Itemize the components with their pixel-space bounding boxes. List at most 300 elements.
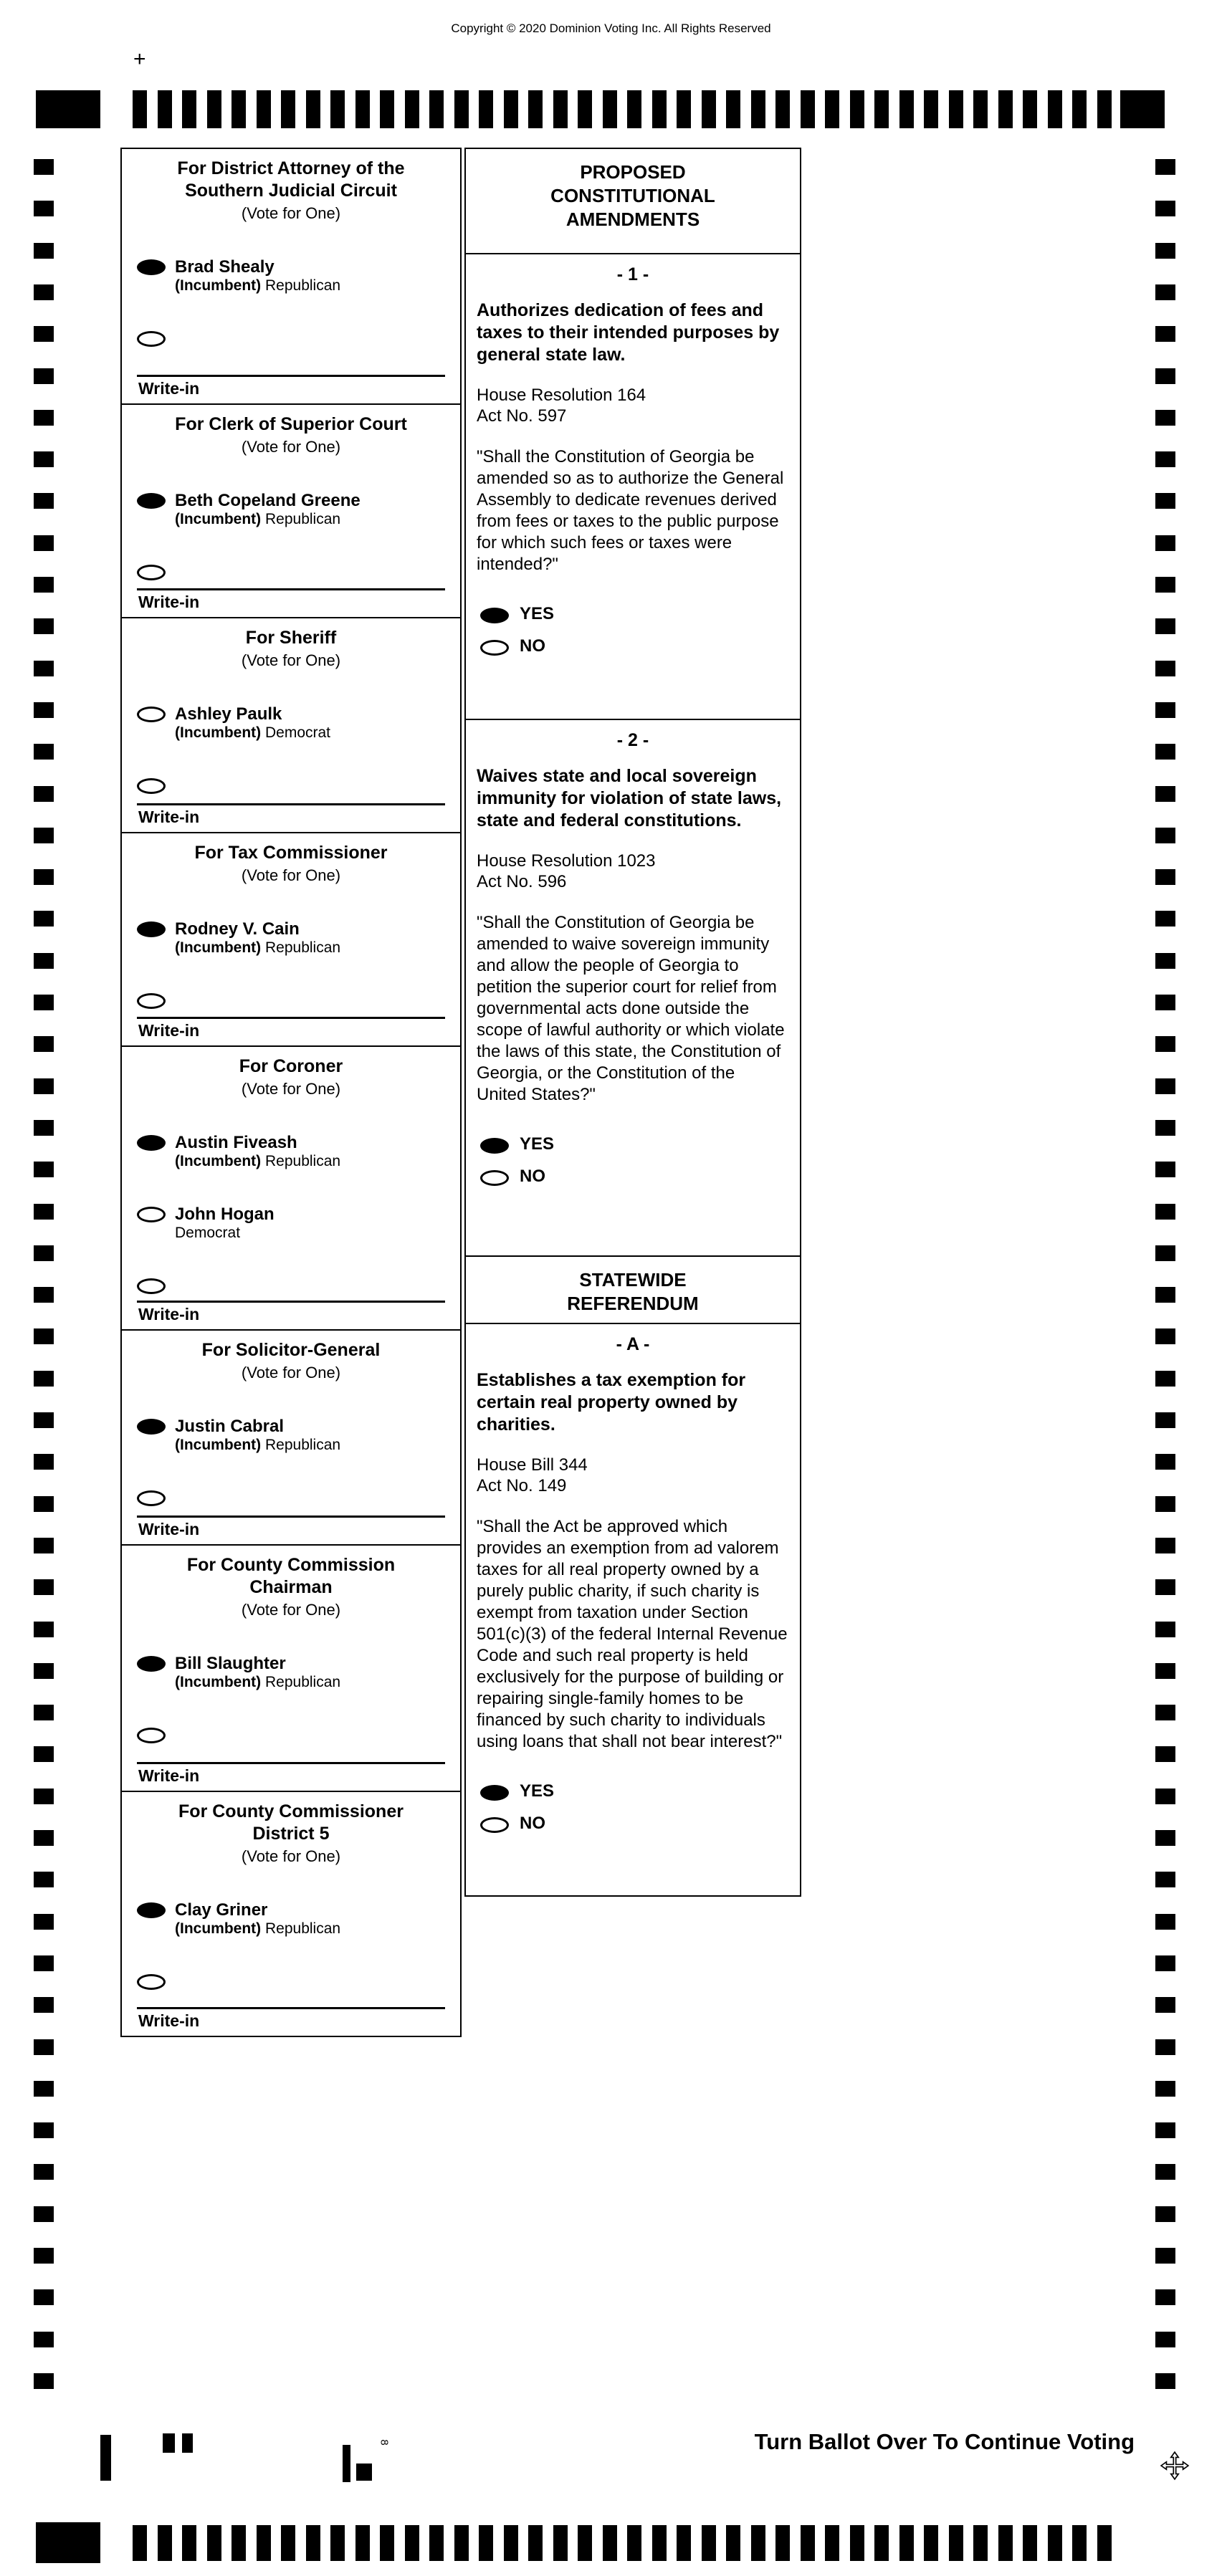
measure-authority-line: Act No. 149 — [477, 1476, 567, 1495]
measure-summary: Authorizes dedication of fees and taxes to their intended purposes by general state law. — [477, 300, 780, 365]
timing-mark — [1155, 1120, 1175, 1136]
timing-mark — [801, 90, 815, 128]
candidate-text — [175, 491, 361, 528]
timing-mark — [1155, 1204, 1175, 1220]
timing-mark — [652, 2525, 667, 2561]
timing-mark — [34, 1204, 54, 1220]
timing-mark — [1155, 2373, 1175, 2389]
timing-mark — [34, 661, 54, 676]
section-header-line: AMENDMENTS — [565, 209, 700, 230]
selection-oval[interactable] — [480, 608, 509, 623]
timing-mark — [34, 869, 54, 885]
candidate-name: Austin Fiveash — [175, 1133, 297, 1152]
measure-authority-line: Act No. 596 — [477, 872, 567, 891]
timing-mark-corner — [36, 90, 100, 128]
timing-mark — [34, 159, 54, 175]
candidate-row — [137, 919, 452, 957]
section-header-line: REFERENDUM — [567, 1293, 699, 1314]
registration-plus-mark: + — [133, 47, 146, 71]
timing-mark — [34, 284, 54, 300]
timing-mark-corner — [36, 2522, 100, 2563]
timing-mark — [207, 2525, 221, 2561]
timing-mark — [1155, 1830, 1175, 1846]
timing-mark — [1155, 1496, 1175, 1512]
timing-mark — [1155, 1538, 1175, 1553]
write-in-oval[interactable] — [137, 1278, 166, 1294]
selection-oval[interactable] — [137, 921, 166, 937]
timing-mark — [998, 2525, 1013, 2561]
timing-mark — [479, 2525, 493, 2561]
timing-mark — [34, 2289, 54, 2305]
write-in-option-row — [137, 329, 452, 347]
timing-mark — [34, 1914, 54, 1930]
timing-mark — [825, 90, 839, 128]
timing-mark — [1155, 243, 1175, 259]
write-in-area[interactable] — [137, 1301, 445, 1328]
timing-mark — [429, 90, 444, 128]
write-in-area[interactable] — [137, 1017, 445, 1044]
timing-mark — [34, 1789, 54, 1804]
selection-oval[interactable] — [137, 1419, 166, 1435]
timing-mark — [1155, 535, 1175, 551]
timing-mark — [1155, 284, 1175, 300]
timing-mark — [1155, 786, 1175, 802]
measure-choice-row — [480, 1781, 800, 1801]
timing-mark — [34, 326, 54, 342]
timing-mark — [1048, 90, 1062, 128]
footer-calibration-mark — [182, 2433, 193, 2453]
timing-mark — [1097, 90, 1112, 128]
timing-mark — [34, 2332, 54, 2347]
contest-title — [122, 413, 460, 436]
contest-instruction: (Vote for One) — [241, 204, 341, 222]
timing-mark — [34, 702, 54, 718]
timing-mark — [34, 2081, 54, 2097]
write-in-area[interactable] — [137, 2007, 445, 2034]
candidate-name: Ashley Paulk — [175, 704, 282, 724]
write-in-label: Write-in — [138, 379, 200, 398]
selection-oval[interactable] — [137, 493, 166, 509]
measure-authority-line: Act No. 597 — [477, 406, 567, 426]
contest-title — [122, 1554, 460, 1599]
timing-mark — [1155, 618, 1175, 634]
timing-mark — [34, 911, 54, 927]
timing-mark — [924, 90, 938, 128]
timing-mark — [1048, 2525, 1062, 2561]
write-in-oval[interactable] — [137, 331, 166, 347]
contest-instruction: (Vote for One) — [241, 866, 341, 884]
timing-mark — [1155, 1078, 1175, 1094]
section-header-line: CONSTITUTIONAL — [550, 185, 715, 206]
selection-oval[interactable] — [480, 1785, 509, 1801]
contest-box — [120, 1329, 462, 1546]
selection-oval[interactable] — [137, 1135, 166, 1151]
footer-mini-label: 8 — [378, 2439, 391, 2446]
selection-oval[interactable] — [137, 1207, 166, 1222]
timing-mark — [257, 90, 271, 128]
timing-mark — [34, 1371, 54, 1387]
timing-mark — [603, 90, 617, 128]
measure-authority — [477, 385, 789, 426]
timing-mark — [1155, 744, 1175, 760]
timing-mark — [231, 2525, 246, 2561]
footer-calibration-mark — [100, 2435, 111, 2481]
write-in-label: Write-in — [138, 1021, 200, 1040]
measure-summary: Waives state and local sovereign immunity for violation of state laws, state and federal constitutions. — [477, 766, 782, 830]
timing-mark — [1155, 1955, 1175, 1971]
timing-mark — [429, 2525, 444, 2561]
timing-mark — [182, 2525, 196, 2561]
measure-number: - 2 - — [616, 730, 649, 750]
timing-mark — [1155, 1622, 1175, 1637]
write-in-oval[interactable] — [137, 1490, 166, 1506]
timing-mark — [34, 1997, 54, 2013]
contest-title-line: For County Commissioner — [178, 1801, 404, 1821]
timing-mark — [850, 90, 864, 128]
candidate-text — [175, 919, 340, 957]
measure-question: "Shall the Constitution of Georgia be amended to waive sovereign immunity and allow the people of Georgia to petition the superior court for relief from governmental acts done outside the scope of lawful authority or which violate the laws of this state, the Constitution of Georgia, or the Constitution of the United States?" — [477, 913, 785, 1104]
timing-mark — [1155, 1328, 1175, 1344]
timing-mark — [1155, 1287, 1175, 1303]
timing-mark — [1155, 1245, 1175, 1261]
timing-mark — [34, 535, 54, 551]
contest-title-line: District 5 — [252, 1824, 330, 1844]
timing-mark — [34, 577, 54, 593]
timing-mark — [330, 90, 345, 128]
timing-mark — [874, 90, 889, 128]
timing-mark — [34, 1622, 54, 1637]
candidate-text — [175, 704, 330, 742]
timing-mark — [34, 410, 54, 426]
measure-authority-line: House Bill 344 — [477, 1455, 588, 1475]
write-in-oval[interactable] — [137, 778, 166, 794]
timing-mark — [1072, 90, 1087, 128]
timing-mark — [1155, 368, 1175, 384]
timing-mark — [751, 2525, 765, 2561]
timing-mark — [677, 90, 691, 128]
selection-oval[interactable] — [480, 1138, 509, 1154]
contest-title-line: For County Commission — [186, 1555, 396, 1575]
timing-mark — [34, 1872, 54, 1887]
timing-mark — [1155, 326, 1175, 342]
choice-label: NO — [520, 1814, 545, 1833]
timing-mark — [504, 2525, 518, 2561]
timing-mark — [306, 2525, 320, 2561]
timing-mark — [1155, 661, 1175, 676]
timing-mark — [1155, 1746, 1175, 1762]
timing-mark — [231, 90, 246, 128]
candidate-row — [137, 1900, 452, 1938]
timing-mark — [1155, 577, 1175, 593]
candidate-text — [175, 1900, 340, 1938]
candidate-name: Justin Cabral — [175, 1417, 285, 1436]
timing-mark — [34, 1245, 54, 1261]
selection-oval[interactable] — [480, 1817, 509, 1833]
timing-mark — [726, 2525, 740, 2561]
timing-mark — [1155, 1872, 1175, 1887]
timing-mark — [1155, 953, 1175, 969]
candidate-row — [137, 491, 452, 528]
selection-oval[interactable] — [137, 1902, 166, 1918]
write-in-option-row — [137, 562, 452, 580]
timing-mark — [1155, 2081, 1175, 2097]
candidate-party: (Incumbent) Republican — [175, 1437, 341, 1453]
timing-mark — [34, 1955, 54, 1971]
measure-number: - 1 - — [616, 264, 649, 284]
timing-mark — [34, 243, 54, 259]
contest-box — [120, 832, 462, 1047]
timing-mark — [355, 90, 370, 128]
write-in-label: Write-in — [138, 1305, 200, 1323]
timing-mark — [1155, 702, 1175, 718]
contest-title-line: For Tax Commissioner — [194, 843, 388, 863]
timing-mark — [801, 2525, 815, 2561]
write-in-option-row — [137, 1972, 452, 1990]
timing-mark — [355, 2525, 370, 2561]
timing-mark — [34, 1579, 54, 1595]
timing-mark — [726, 90, 740, 128]
measure-question: "Shall the Constitution of Georgia be amended so as to authorize the General Assembly to dedicate revenues derived from fees or taxes to the public purpose for which such fees or taxes were intended?" — [477, 447, 784, 574]
timing-mark — [528, 90, 543, 128]
timing-mark — [1155, 201, 1175, 216]
timing-mark — [34, 493, 54, 509]
measure-choice-row — [480, 1814, 800, 1834]
choice-label: YES — [520, 1781, 555, 1801]
choice-label: NO — [520, 1167, 545, 1186]
timing-mark — [775, 2525, 790, 2561]
candidate-text — [175, 257, 340, 295]
candidate-name: Rodney V. Cain — [175, 919, 300, 939]
candidate-party: (Incumbent) Republican — [175, 1153, 341, 1169]
candidate-party: (Incumbent) Republican — [175, 277, 341, 294]
timing-mark — [34, 1705, 54, 1720]
timing-mark — [34, 2122, 54, 2138]
timing-mark — [380, 90, 394, 128]
timing-mark — [899, 90, 914, 128]
candidate-name: Bill Slaughter — [175, 1654, 286, 1673]
candidate-party: (Incumbent) Republican — [175, 1674, 341, 1690]
timing-mark — [1155, 2206, 1175, 2222]
contest-title-line: For Sheriff — [245, 628, 337, 648]
selection-oval[interactable] — [137, 259, 166, 275]
selection-oval[interactable] — [480, 640, 509, 656]
timing-mark — [133, 2525, 147, 2561]
candidate-row — [137, 1417, 452, 1454]
measure-authority-line: House Resolution 164 — [477, 386, 646, 405]
write-in-oval[interactable] — [137, 993, 166, 1009]
timing-mark — [281, 2525, 295, 2561]
write-in-option-row — [137, 1276, 452, 1294]
choice-label: YES — [520, 604, 555, 623]
timing-mark — [603, 2525, 617, 2561]
timing-mark — [1023, 90, 1037, 128]
timing-mark — [825, 2525, 839, 2561]
timing-mark — [380, 2525, 394, 2561]
timing-mark — [874, 2525, 889, 2561]
write-in-area[interactable] — [137, 803, 445, 830]
timing-mark — [1155, 1663, 1175, 1679]
contest-title-line: Chairman — [249, 1577, 333, 1597]
timing-mark — [158, 2525, 172, 2561]
timing-mark — [405, 90, 419, 128]
write-in-label: Write-in — [138, 593, 200, 611]
timing-mark — [949, 2525, 963, 2561]
measure-summary: Establishes a tax exemption for certain real property owned by charities. — [477, 1370, 746, 1435]
timing-mark — [34, 2373, 54, 2389]
write-in-option-row — [137, 776, 452, 794]
timing-mark — [702, 90, 716, 128]
timing-mark — [973, 2525, 988, 2561]
contest-box — [120, 148, 462, 405]
timing-mark — [34, 1830, 54, 1846]
timing-mark — [330, 2525, 345, 2561]
write-in-label: Write-in — [138, 2011, 200, 2030]
timing-mark — [1023, 2525, 1037, 2561]
section-header-line: PROPOSED — [580, 161, 686, 183]
contest-box — [120, 1045, 462, 1331]
timing-mark — [1097, 2525, 1112, 2561]
write-in-oval[interactable] — [137, 1974, 166, 1990]
section-header-box — [464, 1255, 801, 1324]
navigation-cross-icon — [1160, 2451, 1190, 2481]
timing-mark — [133, 90, 147, 128]
timing-mark — [34, 2039, 54, 2055]
measure-question: "Shall the Act be approved which provides an exemption from ad valorem taxes for all real property owned by a purely public charity, if such charity is exempt from taxation under Section 501(c)(3) of the federal Internal Revenue Code and such real property is held exclusively for the purpose of building or repairing single-family homes to be financed by such charity to individuals using loans that shall not bear interest?" — [477, 1517, 788, 1751]
contest-title-line: For Coroner — [239, 1056, 343, 1076]
selection-oval[interactable] — [480, 1170, 509, 1186]
candidate-text — [175, 1654, 340, 1691]
timing-mark — [553, 2525, 568, 2561]
contests-column — [120, 148, 462, 2037]
selection-oval[interactable] — [137, 1656, 166, 1672]
timing-mark — [1072, 2525, 1087, 2561]
contest-instruction: (Vote for One) — [241, 438, 341, 456]
timing-mark — [1155, 1789, 1175, 1804]
candidate-party: Democrat — [175, 1225, 241, 1241]
timing-mark — [158, 90, 172, 128]
contest-box — [120, 403, 462, 618]
timing-mark — [850, 2525, 864, 2561]
timing-mark — [34, 1663, 54, 1679]
candidate-party: (Incumbent) Republican — [175, 511, 341, 527]
timing-mark — [34, 1412, 54, 1428]
timing-mark — [1155, 2122, 1175, 2138]
timing-mark — [1155, 2039, 1175, 2055]
contest-title-line: For Clerk of Superior Court — [175, 414, 407, 434]
write-in-label: Write-in — [138, 808, 200, 826]
contest-title — [122, 842, 460, 864]
timing-mark — [34, 744, 54, 760]
candidate-text — [175, 1133, 340, 1170]
measures-column — [464, 148, 801, 1897]
measure-box — [464, 1323, 801, 1897]
candidate-row — [137, 257, 452, 295]
candidate-text — [175, 1205, 275, 1242]
timing-mark — [578, 2525, 592, 2561]
write-in-label: Write-in — [138, 1520, 200, 1538]
timing-mark — [1155, 2248, 1175, 2264]
timing-mark — [34, 1454, 54, 1470]
timing-mark — [207, 90, 221, 128]
write-in-oval[interactable] — [137, 1728, 166, 1743]
timing-mark-corner — [1120, 90, 1165, 128]
timing-mark — [627, 2525, 641, 2561]
timing-mark — [34, 2248, 54, 2264]
write-in-oval[interactable] — [137, 565, 166, 580]
timing-mark — [34, 1078, 54, 1094]
contest-instruction: (Vote for One) — [241, 1847, 341, 1865]
write-in-option-row — [137, 1488, 452, 1506]
contest-title-line: Southern Judicial Circuit — [185, 181, 397, 201]
write-in-option-row — [137, 1725, 452, 1743]
timing-mark — [34, 1162, 54, 1177]
contest-box — [120, 617, 462, 833]
timing-mark — [1155, 2289, 1175, 2305]
timing-mark — [34, 828, 54, 843]
timing-mark — [281, 90, 295, 128]
section-header-box — [464, 148, 801, 254]
timing-mark — [1155, 995, 1175, 1010]
timing-mark — [924, 2525, 938, 2561]
write-in-area[interactable] — [137, 1762, 445, 1789]
timing-mark — [34, 1538, 54, 1553]
contest-title-line: For Solicitor-General — [201, 1340, 381, 1360]
measure-authority — [477, 1455, 789, 1496]
timing-mark — [34, 1328, 54, 1344]
write-in-area[interactable] — [137, 588, 445, 616]
timing-mark — [34, 1496, 54, 1512]
candidate-name: Brad Shealy — [175, 257, 275, 277]
write-in-area[interactable] — [137, 375, 445, 402]
timing-mark — [454, 2525, 469, 2561]
candidate-party: (Incumbent) Republican — [175, 1920, 341, 1937]
contest-instruction: (Vote for One) — [241, 651, 341, 669]
contest-box — [120, 1791, 462, 2037]
measure-choice-row — [480, 604, 800, 624]
timing-mark — [949, 90, 963, 128]
timing-mark — [751, 90, 765, 128]
timing-mark — [1155, 1036, 1175, 1052]
timing-mark — [34, 368, 54, 384]
measure-authority-line: House Resolution 1023 — [477, 851, 656, 871]
contest-title-line: For District Attorney of the — [177, 158, 405, 178]
timing-mark — [973, 90, 988, 128]
timing-mark — [405, 2525, 419, 2561]
selection-oval[interactable] — [137, 707, 166, 722]
timing-mark — [34, 1036, 54, 1052]
timing-mark — [1155, 159, 1175, 175]
timing-mark — [528, 2525, 543, 2561]
timing-mark — [1155, 911, 1175, 927]
contest-instruction: (Vote for One) — [241, 1364, 341, 1382]
measure-choice-row — [480, 1167, 800, 1187]
measure-number: - A - — [616, 1334, 650, 1354]
timing-mark — [1155, 1705, 1175, 1720]
timing-mark — [677, 2525, 691, 2561]
timing-mark — [1155, 1454, 1175, 1470]
footer-calibration-mark — [163, 2433, 175, 2453]
timing-mark — [1155, 1162, 1175, 1177]
candidate-name: John Hogan — [175, 1205, 275, 1224]
timing-mark — [257, 2525, 271, 2561]
timing-mark — [34, 2164, 54, 2180]
candidate-name: Beth Copeland Greene — [175, 491, 361, 510]
write-in-area[interactable] — [137, 1516, 445, 1543]
timing-mark — [998, 90, 1013, 128]
timing-mark — [1155, 828, 1175, 843]
timing-mark — [627, 90, 641, 128]
measure-box — [464, 719, 801, 1257]
